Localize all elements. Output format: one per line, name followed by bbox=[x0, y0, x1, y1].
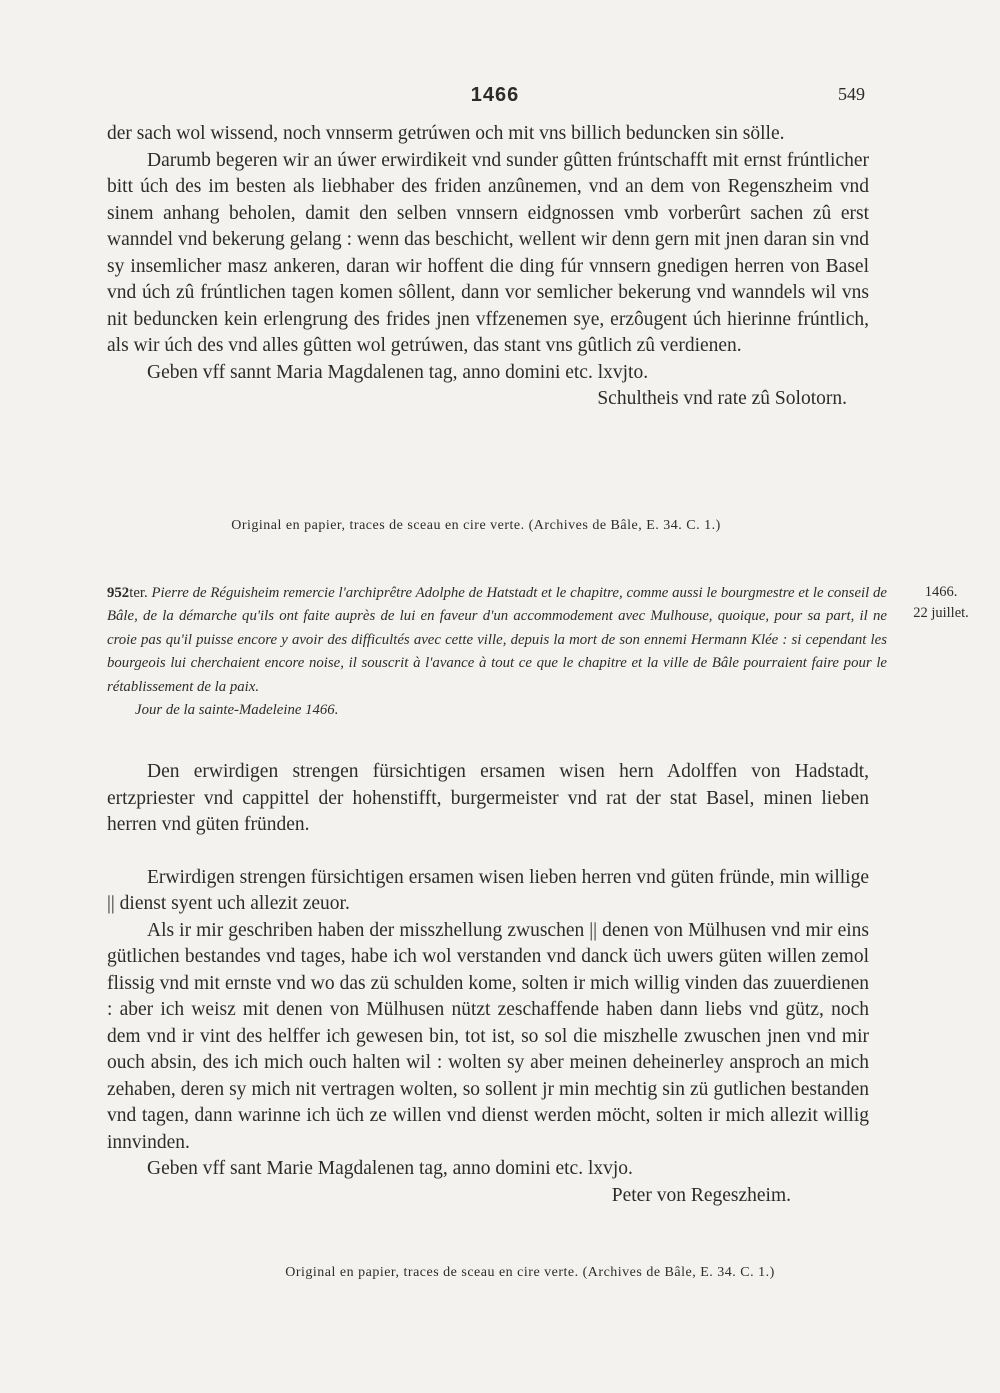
document-number-suffix: ter. bbox=[129, 585, 148, 601]
regest-date-line: Jour de la sainte-Madeleine 1466. bbox=[135, 702, 339, 719]
margin-day: 22 juillet. bbox=[913, 605, 969, 621]
letter2-dating-line: Geben vff sant Marie Magdalenen tag, anno domini etc. lxvjo. bbox=[147, 1158, 633, 1179]
regest-summary: Pierre de Réguisheim remercie l'archiprêtre Adolphe de Hatstadt et le chapitre, comme aussi le bourgmestre et le conseil de Bâle, de la démarche qu'ils ont faite auprès de lui en faveur d'un accommodement avec Mulhouse, quoique, pour sa part, il ne croie pas qu'il puisse encore y avoir des difficultés avec cette ville, depuis la mort de son ennemi Hermann Klée : si cependant les bourgeois lui cherchaient encore noise, il souscrit à l'avance à tout ce que le chapitre et la ville de Bâle pourraient faire pour le rétablissement de la paix. bbox=[107, 585, 887, 695]
source-note-1: Original en papier, traces de sceau en cire verte. (Archives de Bâle, E. 34. C. 1.) bbox=[231, 518, 721, 533]
margin-year: 1466. bbox=[924, 584, 958, 600]
margin-date bbox=[896, 582, 986, 624]
page-number: 549 bbox=[838, 84, 865, 104]
letter-solothurn bbox=[107, 121, 869, 413]
source-note-2: Original en papier, traces de sceau en cire verte. (Archives de Bâle, E. 34. C. 1.) bbox=[285, 1265, 775, 1280]
letter1-dating-line: Geben vff sannt Maria Magdalenen tag, anno domini etc. lxvjto. bbox=[147, 361, 649, 383]
letter1-paragraph: der sach wol wissend, noch vnnserm getrúwen och mit vns billich beduncken sin sölle. bbox=[107, 123, 785, 144]
document-number: 952 bbox=[107, 585, 130, 601]
running-head-year: 1466 bbox=[470, 84, 520, 106]
page-header bbox=[0, 84, 1000, 114]
letter1-signature: Schultheis vnd rate zû Solotorn. bbox=[597, 388, 847, 409]
regest-952ter bbox=[107, 582, 887, 722]
letter-regeszheim bbox=[107, 759, 869, 1209]
letter2-paragraph: Als ir mir geschriben haben der misszhellung zwuschen || denen von Mülhusen vnd mir eins gütlichen bestandes vnd tages, habe ich wol verstanden vnd danck üch uwers güten willen zemol flissig vnd mit ernste vnd wo das zü schulden kome, solten ir mich willig vinden das zuuerdienen : aber ich weisz mit denen von Mülhusen nützt zeschaffende haben dann liebs vnd gütz, noch dem vnd ir vint des helffer ich gewesen bin, tot ist, so sol die miszhelle zwuschen jnen vnd mir ouch absin, des ich mich ouch halten wil : wolten sy aber meinen deheinerley ansproch an mich zehaben, deren sy mich nit vertragen wolten, so sollent jr min mechtig sin zü gutlichen bestanden vnd tagen, dann warinne ich üch ze willen vnd dienst werden möcht, solten ir mich allezit willig innvinden. bbox=[107, 919, 869, 1153]
letter2-address: Den erwirdigen strengen fürsichtigen ersamen wisen hern Adolffen von Hadstadt, ertzpriester vnd cappittel der hohenstifft, burgermeister vnd rat der stat Basel, minen lieben herren vnd güten fründen. bbox=[107, 761, 869, 835]
letter2-salutation: Erwirdigen strengen fürsichtigen ersamen wisen lieben herren vnd güten fründe, min willige || dienst syent uch allezit zeuor. bbox=[107, 866, 869, 914]
letter1-paragraph: Darumb begeren wir an úwer erwirdikeit vnd sunder gûtten frúntschafft mit ernst frúntlicher bitt úch des im besten als liebhaber des friden anzûnemen, vnd an dem von Regenszheim vnd sinem anhang beholen, damit den selben vnnsern eidgnossen vmb vorberûrt sachen zû erst wanndel vnd bekerung gelang : wenn das beschicht, wellent wir denn gern mit jnen daran sin vnd sy insemlicher masz ankeren, daran wir hoffent die ding fúr vnnsern gnedigen herren von Basel vnd úch zû frúntlichen tagen komen sôllent, dann vor semlicher bekerung vnd wanndels wil vns nit beduncken kein erlengrung des frides jnen vffzenemen sye, erzôugent úch hierinne frúntlich, als wir úch des vnd alles gûtten wol getrúwen, das stant vns gûtlich zû verdienen. bbox=[107, 149, 869, 356]
letter2-signature: Peter von Regeszheim. bbox=[611, 1184, 791, 1206]
